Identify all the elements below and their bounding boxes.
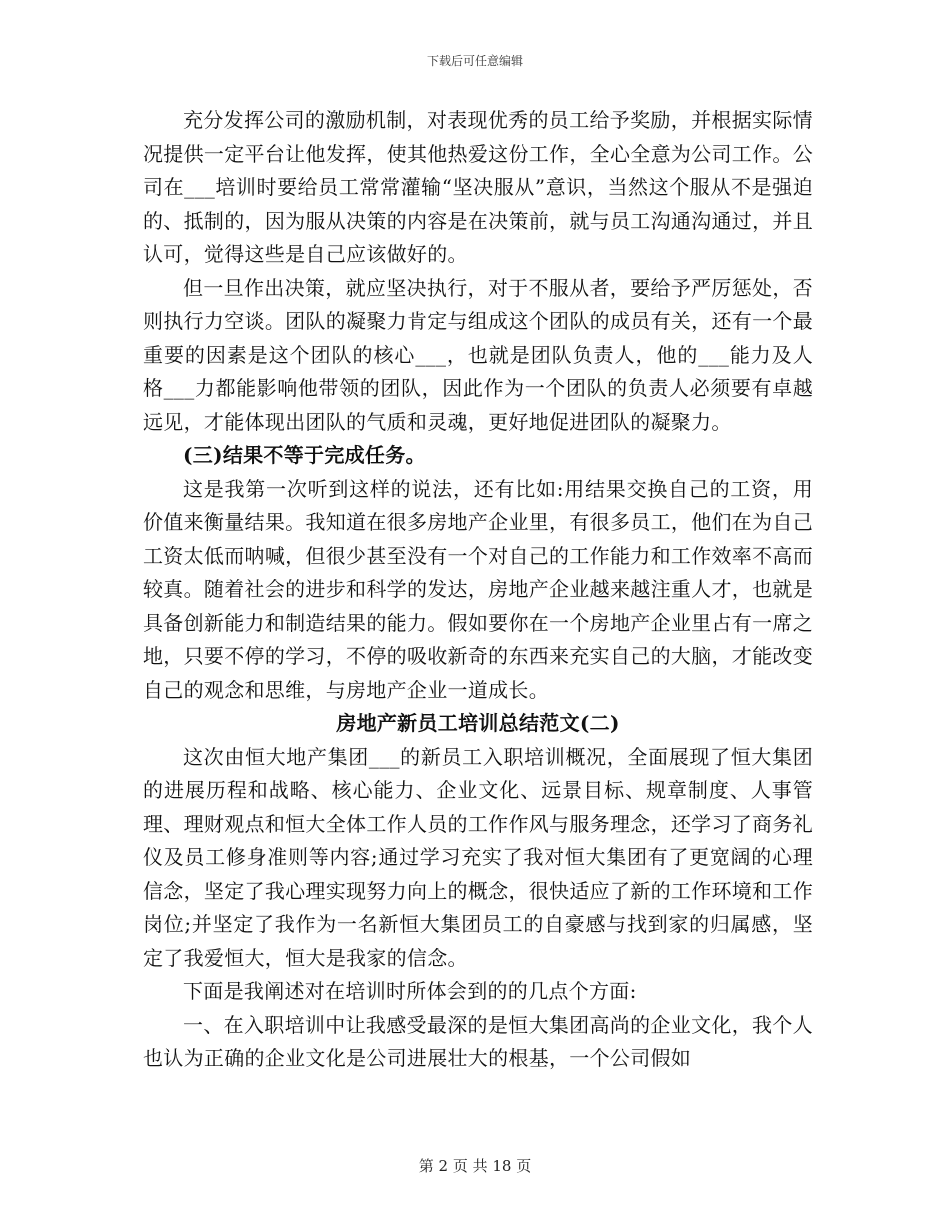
section-heading: (三)结果不等于完成任务。 — [183, 443, 426, 467]
page-header: 下载后可任意编辑 — [426, 54, 523, 68]
article-title: 房地产新员工培训总结范文(二) — [336, 711, 620, 735]
paragraph-4: 这次由恒大地产集团___的新员工入职培训概况，全面展现了恒大集团的进展历程和战略、核心能力、企业文化、远景目标、规章制度、人事管理、理财观点和恒大全体工作人员的工作作风与服务理念，还学习了商务礼仪及员工修身准则等内容;通过学习充实了我对恒大集团有了更宽阔的心理信念，坚定了我心理实现努力向上的概念，很快适应了新的工作环境和工作岗位;并坚定了我作为一名新恒大集团员工的自豪感与找到家的归属感，坚定了我爱恒大，恒大是我家的信念。 — [143, 744, 813, 970]
paragraph-2: 但一旦作出决策，就应坚决执行，对于不服从者，要给予严厉惩处，否则执行力空谈。团队的凝聚力肯定与组成这个团队的成员有关，还有一个最重要的因素是这个团队的核心___，也就是团队负责人，他的___能力及人格___力都能影响他带领的团队，因此作为一个团队的负责人必须要有卓越远见，才能体现出团队的气质和灵魂，更好地促进团队的凝聚力。 — [143, 275, 813, 434]
paragraph-6: 一、在入职培训中让我感受最深的是恒大集团高尚的企业文化，我个人也认为正确的企业文化是公司进展壮大的根基，一个公司假如 — [143, 1012, 813, 1070]
page-footer: 第 2 页 共 18 页 — [418, 1157, 532, 1175]
paragraph-3: 这是我第一次听到这样的说法，还有比如:用结果交换自己的工资，用价值来衡量结果。我知道在很多房地产企业里，有很多员工，他们在为自己工资太低而呐喊，但很少甚至没有一个对自己的工作能力和工作效率不高而较真。随着社会的进步和科学的发达，房地产企业越来越注重人才，也就是具备创新能力和制造结果的能力。假如要你在一个房地产企业里占有一席之地，只要不停的学习，不停的吸收新奇的东西来充实自己的大脑，才能改变自己的观念和思维，与房地产企业一道成长。 — [143, 476, 813, 702]
document-body — [143, 104, 813, 1076]
paragraph-1: 充分发挥公司的激励机制，对表现优秀的员工给予奖励，并根据实际情况提供一定平台让他发挥，使其他热爱这份工作，全心全意为公司工作。公司在___培训时要给员工常常灌输“坚决服从”意识，当然这个服从不是强迫的、抵制的，因为服从决策的内容是在决策前，就与员工沟通沟通过，并且认可，觉得这些是自己应该做好的。 — [143, 108, 813, 266]
paragraph-5: 下面是我阐述对在培训时所体会到的的几点个方面: — [183, 979, 637, 1003]
